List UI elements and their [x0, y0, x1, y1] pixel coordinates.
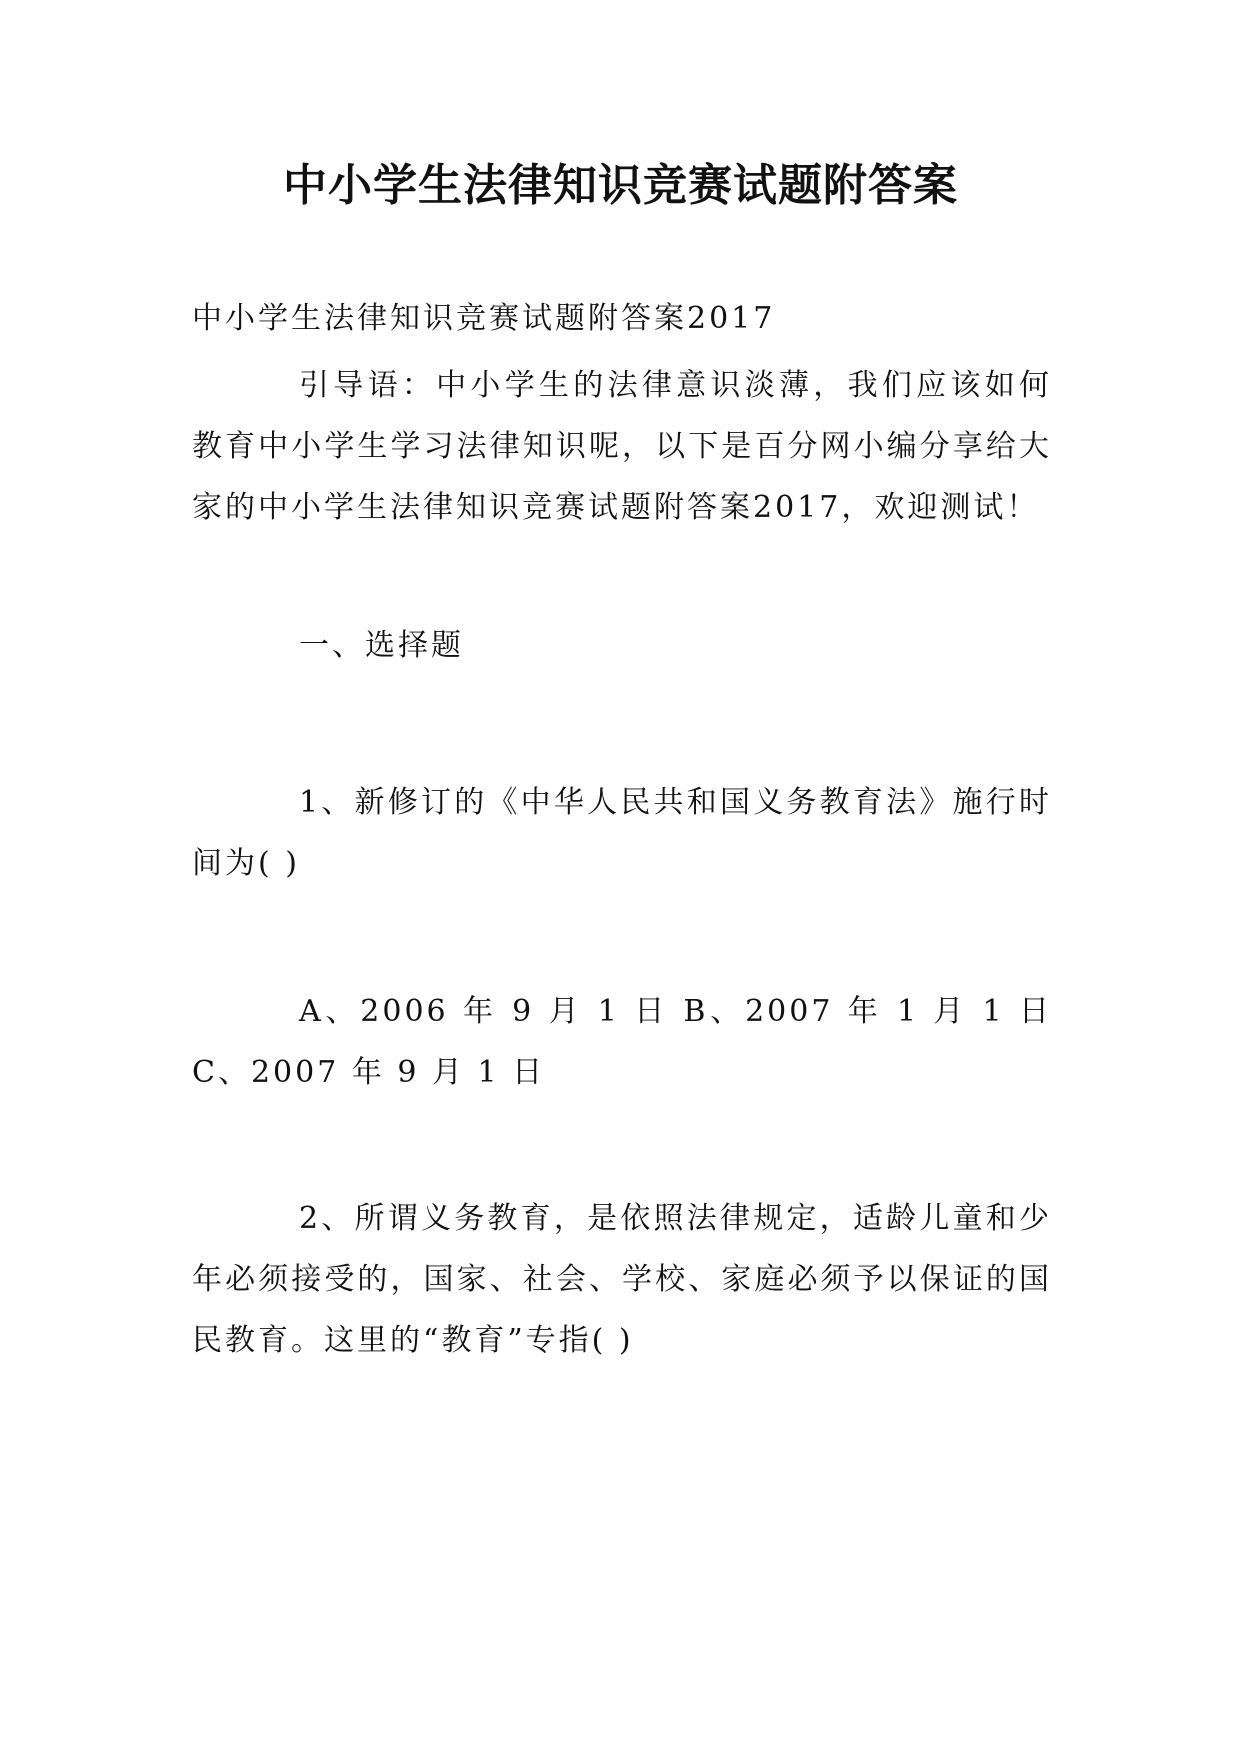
document-title: 中小学生法律知识竞赛试题附答案: [283, 160, 958, 211]
question-1-options: A、2006 年 9 月 1 日 B、2007 年 1 月 1 日 C、2007 年 9 月 1 日: [192, 994, 1052, 1090]
intro-paragraph: 引导语：中小学生的法律意识淡薄，我们应该如何教育中小学生学习法律知识呢，以下是百分网小编分享给大家的中小学生法律知识竞赛试题附答案2017，欢迎测试！: [192, 368, 1052, 525]
document-subtitle: 中小学生法律知识竞赛试题附答案2017: [192, 301, 776, 336]
question-2-text: 2、所谓义务教育，是依照法律规定，适龄儿童和少年必须接受的，国家、社会、学校、家庭必须予以保证的国民教育。这里的“教育”专指( ): [192, 1201, 1052, 1358]
question-1-text: 1、新修订的《中华人民共和国义务教育法》施行时间为( ): [192, 785, 1052, 881]
section-heading: 一、选择题: [299, 628, 464, 663]
